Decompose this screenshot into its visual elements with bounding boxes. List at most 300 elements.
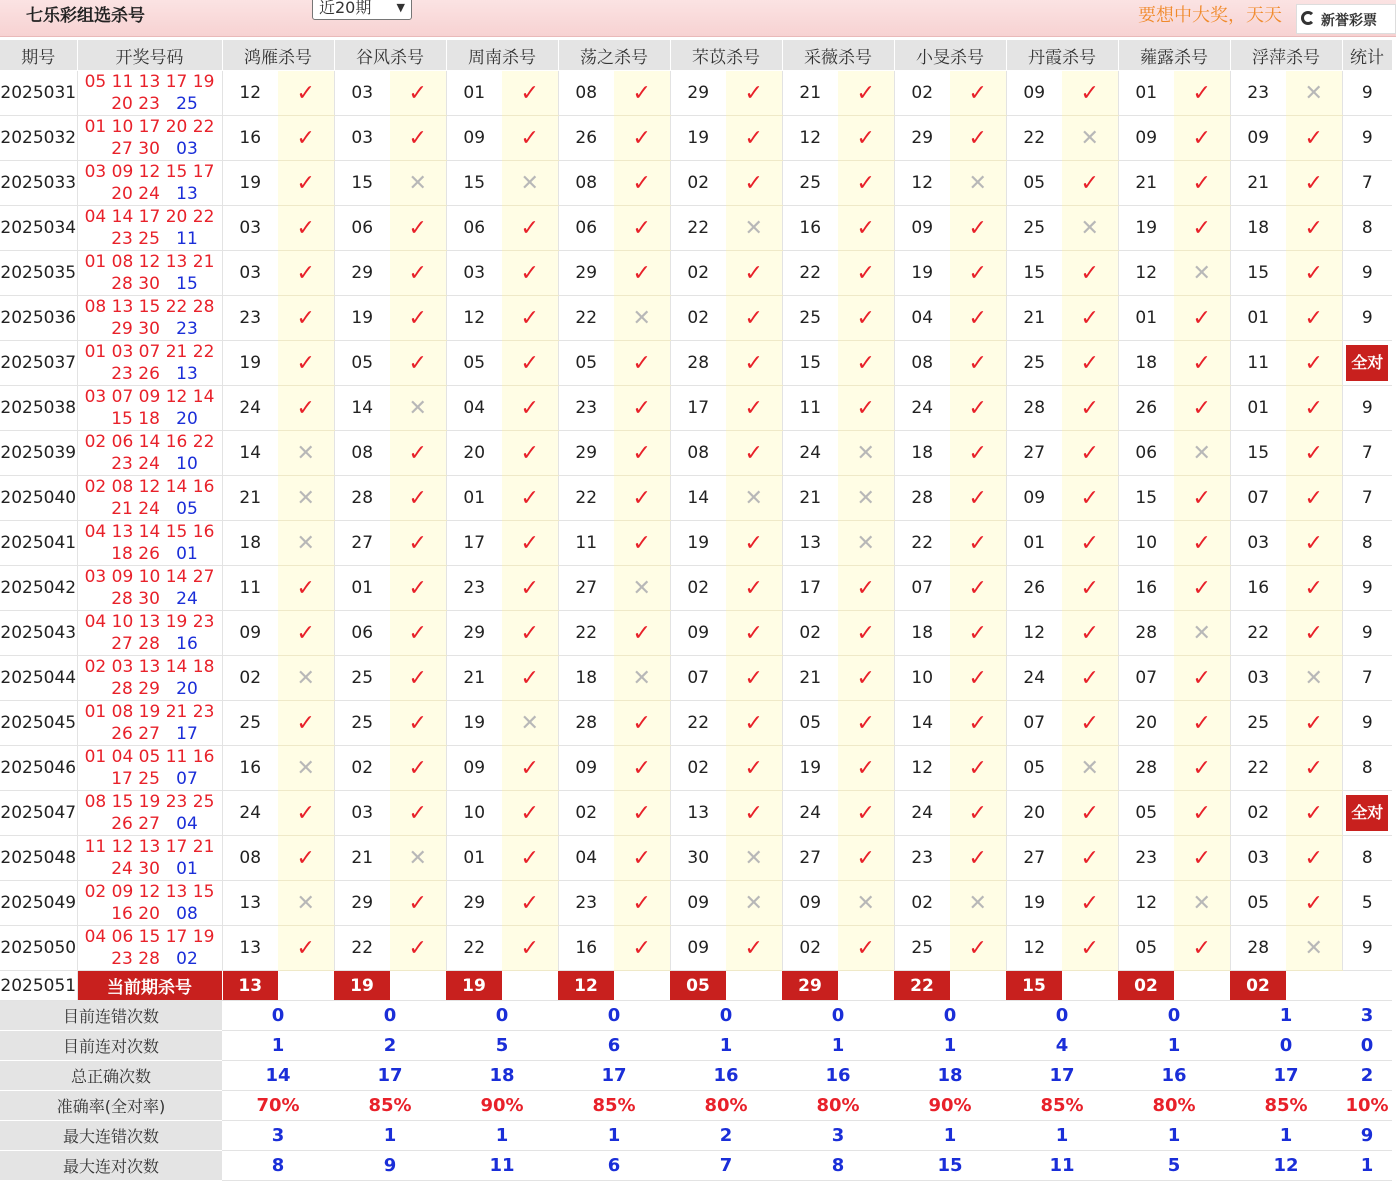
- kill-number: 07: [894, 566, 950, 611]
- slogan-text: 要想中大奖，天天: [1138, 5, 1282, 26]
- current-kill-label: 当前期杀号: [77, 971, 222, 1001]
- kill-number: 02: [670, 296, 726, 341]
- check-icon: ✓: [296, 170, 315, 196]
- kill-number: 19: [222, 161, 278, 206]
- summary-value: 17: [1230, 1061, 1342, 1091]
- check-icon: ✓: [408, 350, 427, 376]
- cross-icon: ✕: [856, 485, 875, 511]
- check-icon: ✓: [856, 215, 875, 241]
- result-mark-cell: [390, 251, 446, 296]
- cross-icon: ✕: [1192, 890, 1211, 916]
- kill-number: 19: [222, 341, 278, 386]
- result-mark-cell: [278, 926, 334, 971]
- check-icon: ✓: [520, 800, 539, 826]
- result-mark-cell: [502, 521, 558, 566]
- kill-number: 02: [782, 611, 838, 656]
- column-header-expert[interactable]: 荡之杀号: [558, 40, 670, 71]
- check-icon: ✓: [296, 800, 315, 826]
- row-stat: 9: [1342, 116, 1392, 161]
- result-mark-cell: [950, 71, 1006, 116]
- check-icon: ✓: [1304, 215, 1323, 241]
- summary-stat: 3: [1342, 1001, 1392, 1031]
- result-mark-cell: [1062, 746, 1118, 791]
- result-mark-cell: [278, 656, 334, 701]
- kill-number: 16: [1118, 566, 1174, 611]
- column-header-expert[interactable]: 蕹露杀号: [1118, 40, 1230, 71]
- row-stat: 7: [1342, 476, 1392, 521]
- result-mark-cell: [502, 206, 558, 251]
- check-icon: ✓: [744, 395, 763, 421]
- kill-number: 03: [1230, 656, 1286, 701]
- current-kill-spacer: [950, 971, 1006, 1001]
- kill-number: 21: [1230, 161, 1286, 206]
- check-icon: ✓: [408, 305, 427, 331]
- draw-special-number: 13: [176, 184, 198, 204]
- result-mark-cell: [278, 746, 334, 791]
- check-icon: ✓: [744, 530, 763, 556]
- result-mark-cell: [838, 476, 894, 521]
- column-header-expert[interactable]: 采薇杀号: [782, 40, 894, 71]
- kill-number: 12: [222, 71, 278, 116]
- check-icon: ✓: [520, 845, 539, 871]
- draw-numbers: [77, 656, 222, 701]
- current-kill-spacer: [502, 971, 558, 1001]
- result-mark-cell: [390, 521, 446, 566]
- column-header-expert[interactable]: 谷风杀号: [334, 40, 446, 71]
- check-icon: ✓: [1080, 530, 1099, 556]
- check-icon: ✓: [968, 620, 987, 646]
- draw-main-line2: 23 24: [111, 454, 160, 474]
- kill-number: 25: [334, 656, 390, 701]
- check-icon: ✓: [408, 215, 427, 241]
- check-icon: ✓: [1192, 800, 1211, 826]
- check-icon: ✓: [408, 890, 427, 916]
- check-icon: ✓: [632, 170, 651, 196]
- kill-number: 15: [1118, 476, 1174, 521]
- kill-number: 27: [558, 566, 614, 611]
- summary-value: 7: [670, 1151, 782, 1181]
- row-stat: 7: [1342, 431, 1392, 476]
- column-header-expert[interactable]: 周南杀号: [446, 40, 558, 71]
- kill-number: 04: [446, 386, 502, 431]
- kill-number: 06: [334, 206, 390, 251]
- summary-row: [0, 1121, 1392, 1151]
- check-icon: ✓: [632, 800, 651, 826]
- result-mark-cell: [950, 206, 1006, 251]
- kill-number: 18: [894, 611, 950, 656]
- result-mark-cell: [614, 386, 670, 431]
- table-row: [0, 386, 1392, 431]
- cross-icon: ✕: [1304, 80, 1323, 106]
- kill-number: 12: [446, 296, 502, 341]
- issue-number: 2025043: [0, 611, 77, 656]
- kill-number: 18: [1230, 206, 1286, 251]
- draw-special-number: 03: [176, 139, 198, 159]
- check-icon: ✓: [296, 125, 315, 151]
- check-icon: ✓: [856, 935, 875, 961]
- kill-number: 21: [782, 71, 838, 116]
- check-icon: ✓: [744, 170, 763, 196]
- summary-row: [0, 1031, 1392, 1061]
- draw-main-line1: 02 09 12 13 15: [84, 882, 215, 902]
- kill-number: 08: [334, 431, 390, 476]
- result-mark-cell: [838, 521, 894, 566]
- cross-icon: ✕: [520, 710, 539, 736]
- summary-value: 5: [446, 1031, 558, 1061]
- kill-number: 18: [1118, 341, 1174, 386]
- draw-line2: [78, 813, 222, 835]
- result-mark-cell: [726, 386, 782, 431]
- summary-value: 6: [558, 1031, 670, 1061]
- period-range-select[interactable]: [312, 0, 412, 20]
- kill-number: 24: [1006, 656, 1062, 701]
- cross-icon: ✕: [632, 665, 651, 691]
- check-icon: ✓: [1304, 755, 1323, 781]
- current-kill-number: 19: [334, 971, 390, 1001]
- kill-number: 05: [1118, 791, 1174, 836]
- check-icon: ✓: [408, 800, 427, 826]
- check-icon: ✓: [856, 80, 875, 106]
- draw-line2: [78, 768, 222, 790]
- result-mark-cell: [278, 296, 334, 341]
- kill-number: 17: [446, 521, 502, 566]
- kill-number: 28: [1118, 746, 1174, 791]
- check-icon: ✓: [968, 440, 987, 466]
- draw-main-line2: 15 18: [111, 409, 160, 429]
- check-icon: ✓: [520, 260, 539, 286]
- draw-main-line2: 26 27: [111, 724, 160, 744]
- result-mark-cell: [502, 566, 558, 611]
- cross-icon: ✕: [296, 665, 315, 691]
- issue-number: 2025034: [0, 206, 77, 251]
- check-icon: ✓: [520, 665, 539, 691]
- kill-number: 26: [558, 116, 614, 161]
- check-icon: ✓: [856, 395, 875, 421]
- result-mark-cell: [1062, 431, 1118, 476]
- kill-number: 25: [782, 296, 838, 341]
- draw-special-number: 17: [176, 724, 198, 744]
- summary-value: 4: [1006, 1031, 1118, 1061]
- cross-icon: ✕: [632, 575, 651, 601]
- result-mark-cell: [1286, 521, 1342, 566]
- draw-main-line2: 17 25: [111, 769, 160, 789]
- draw-special-number: 25: [176, 94, 198, 114]
- summary-label: 总正确次数: [0, 1061, 222, 1091]
- kill-number: 19: [670, 116, 726, 161]
- column-header-issue: 期号: [0, 40, 77, 71]
- result-mark-cell: [278, 566, 334, 611]
- cross-icon: ✕: [1304, 665, 1323, 691]
- draw-special-number: 11: [176, 229, 198, 249]
- check-icon: ✓: [1080, 935, 1099, 961]
- result-mark-cell: [502, 881, 558, 926]
- kill-number: 12: [894, 746, 950, 791]
- result-mark-cell: [1062, 611, 1118, 656]
- check-icon: ✓: [1080, 890, 1099, 916]
- kill-number: 19: [894, 251, 950, 296]
- column-header-expert[interactable]: 芣苡杀号: [670, 40, 782, 71]
- kill-number: 01: [1118, 71, 1174, 116]
- check-icon: ✓: [632, 710, 651, 736]
- cross-icon: ✕: [1080, 755, 1099, 781]
- result-mark-cell: [502, 161, 558, 206]
- kill-number: 09: [1230, 116, 1286, 161]
- summary-value: 6: [558, 1151, 670, 1181]
- draw-line2: [78, 408, 222, 430]
- kill-number: 14: [334, 386, 390, 431]
- check-icon: ✓: [968, 350, 987, 376]
- kill-number: 13: [670, 791, 726, 836]
- cross-icon: ✕: [1304, 935, 1323, 961]
- check-icon: ✓: [1304, 395, 1323, 421]
- logo-icon: [1301, 11, 1315, 25]
- draw-main-line1: 03 09 10 14 27: [84, 567, 215, 587]
- check-icon: ✓: [744, 305, 763, 331]
- result-mark-cell: [1174, 116, 1230, 161]
- draw-main-line1: 04 06 15 17 19: [84, 927, 215, 947]
- table-row: [0, 431, 1392, 476]
- kill-number: 24: [782, 431, 838, 476]
- check-icon: ✓: [632, 845, 651, 871]
- row-stat: 7: [1342, 161, 1392, 206]
- check-icon: ✓: [744, 800, 763, 826]
- summary-value: 1: [670, 1031, 782, 1061]
- summary-value: 70%: [222, 1091, 334, 1121]
- kill-number: 21: [334, 836, 390, 881]
- kill-number: 06: [1118, 431, 1174, 476]
- draw-main-line2: 24 30: [111, 859, 160, 879]
- kill-number: 13: [782, 521, 838, 566]
- kill-number: 27: [782, 836, 838, 881]
- result-mark-cell: [614, 611, 670, 656]
- brand-logo[interactable]: [1296, 4, 1396, 34]
- summary-value: 0: [670, 1001, 782, 1031]
- draw-line2: [78, 453, 222, 475]
- row-stat: 8: [1342, 206, 1392, 251]
- kill-number: 22: [558, 296, 614, 341]
- summary-value: 90%: [894, 1091, 1006, 1121]
- draw-special-number: 08: [176, 904, 198, 924]
- draw-main-line1: 01 03 07 21 22: [84, 342, 215, 362]
- summary-value: 16: [1118, 1061, 1230, 1091]
- check-icon: ✓: [968, 305, 987, 331]
- result-mark-cell: [950, 611, 1006, 656]
- summary-value: 1: [782, 1031, 894, 1061]
- result-mark-cell: [390, 791, 446, 836]
- kill-number: 25: [334, 701, 390, 746]
- kill-number: 06: [446, 206, 502, 251]
- kill-number: 20: [446, 431, 502, 476]
- draw-main-line2: 26 27: [111, 814, 160, 834]
- current-kill-number: 02: [1118, 971, 1174, 1001]
- issue-number: 2025037: [0, 341, 77, 386]
- kill-number: 28: [894, 476, 950, 521]
- result-mark-cell: [278, 341, 334, 386]
- summary-value: 18: [894, 1061, 1006, 1091]
- row-stat: 9: [1342, 701, 1392, 746]
- result-mark-cell: [950, 386, 1006, 431]
- check-icon: ✓: [744, 440, 763, 466]
- cross-icon: ✕: [744, 845, 763, 871]
- check-icon: ✓: [520, 485, 539, 511]
- check-icon: ✓: [1304, 710, 1323, 736]
- summary-value: 11: [1006, 1151, 1118, 1181]
- kill-number: 28: [1118, 611, 1174, 656]
- kill-number: 03: [1230, 521, 1286, 566]
- result-mark-cell: [614, 431, 670, 476]
- issue-number: 2025031: [0, 71, 77, 116]
- draw-special-number: 20: [176, 679, 198, 699]
- kill-number: 11: [782, 386, 838, 431]
- summary-value: 15: [894, 1151, 1006, 1181]
- summary-value: 80%: [782, 1091, 894, 1121]
- summary-value: 1: [1230, 1121, 1342, 1151]
- kill-number: 23: [1230, 71, 1286, 116]
- page-title: 七乐彩组选杀号: [26, 6, 145, 26]
- draw-main-line1: 08 15 19 23 25: [84, 792, 215, 812]
- check-icon: ✓: [1304, 485, 1323, 511]
- draw-numbers: [77, 296, 222, 341]
- summary-value: 1: [334, 1121, 446, 1151]
- check-icon: ✓: [1080, 305, 1099, 331]
- table-row: [0, 251, 1392, 296]
- kill-number: 29: [334, 251, 390, 296]
- kill-number: 08: [894, 341, 950, 386]
- summary-value: 1: [1118, 1031, 1230, 1061]
- kill-number: 12: [782, 116, 838, 161]
- draw-special-number: 20: [176, 409, 198, 429]
- check-icon: ✓: [296, 260, 315, 286]
- result-mark-cell: [1062, 251, 1118, 296]
- kill-number: 19: [1118, 206, 1174, 251]
- result-mark-cell: [614, 521, 670, 566]
- summary-stat: 2: [1342, 1061, 1392, 1091]
- result-mark-cell: [726, 746, 782, 791]
- draw-special-number: 23: [176, 319, 198, 339]
- result-mark-cell: [278, 701, 334, 746]
- result-mark-cell: [614, 116, 670, 161]
- summary-value: 3: [222, 1121, 334, 1151]
- result-mark-cell: [1062, 881, 1118, 926]
- summary-value: 9: [334, 1151, 446, 1181]
- result-mark-cell: [1174, 521, 1230, 566]
- check-icon: ✓: [1304, 620, 1323, 646]
- issue-number: 2025046: [0, 746, 77, 791]
- kill-number: 19: [334, 296, 390, 341]
- cross-icon: ✕: [856, 440, 875, 466]
- draw-main-line1: 08 13 15 22 28: [84, 297, 215, 317]
- check-icon: ✓: [968, 935, 987, 961]
- kill-number: 03: [446, 251, 502, 296]
- result-mark-cell: [278, 836, 334, 881]
- kill-number: 24: [894, 386, 950, 431]
- result-mark-cell: [502, 836, 558, 881]
- cross-icon: ✕: [408, 845, 427, 871]
- issue-number: 2025032: [0, 116, 77, 161]
- cross-icon: ✕: [296, 755, 315, 781]
- result-mark-cell: [1286, 161, 1342, 206]
- kill-number: 28: [1006, 386, 1062, 431]
- result-mark-cell: [1062, 656, 1118, 701]
- check-icon: ✓: [296, 350, 315, 376]
- issue-number: 2025033: [0, 161, 77, 206]
- current-kill-spacer: [1062, 971, 1118, 1001]
- summary-value: 1: [1006, 1121, 1118, 1151]
- check-icon: ✓: [1304, 890, 1323, 916]
- kill-number: 01: [1006, 521, 1062, 566]
- kill-number: 23: [894, 836, 950, 881]
- draw-numbers: [77, 611, 222, 656]
- kill-number: 23: [558, 386, 614, 431]
- draw-special-number: 13: [176, 364, 198, 384]
- cross-icon: ✕: [408, 395, 427, 421]
- kill-number: 23: [558, 881, 614, 926]
- check-icon: ✓: [968, 710, 987, 736]
- result-mark-cell: [950, 341, 1006, 386]
- result-mark-cell: [390, 746, 446, 791]
- column-header-expert[interactable]: 小旻杀号: [894, 40, 1006, 71]
- summary-value: 90%: [446, 1091, 558, 1121]
- result-mark-cell: [838, 161, 894, 206]
- summary-value: 1: [1230, 1001, 1342, 1031]
- draw-line2: [78, 588, 222, 610]
- result-mark-cell: [838, 791, 894, 836]
- kill-number: 01: [1118, 296, 1174, 341]
- cross-icon: ✕: [856, 890, 875, 916]
- result-mark-cell: [1286, 926, 1342, 971]
- kill-number: 09: [1118, 116, 1174, 161]
- draw-main-line1: 04 13 14 15 16: [84, 522, 215, 542]
- kill-number: 22: [894, 521, 950, 566]
- top-bar: [0, 0, 1396, 37]
- check-icon: ✓: [1192, 845, 1211, 871]
- column-header-expert[interactable]: 丹霞杀号: [1006, 40, 1118, 71]
- check-icon: ✓: [1304, 350, 1323, 376]
- draw-line2: [78, 633, 222, 655]
- kill-number: 02: [894, 881, 950, 926]
- check-icon: ✓: [408, 935, 427, 961]
- current-kill-number: 15: [1006, 971, 1062, 1001]
- check-icon: ✓: [856, 800, 875, 826]
- column-header-expert[interactable]: 鸿雁杀号: [222, 40, 334, 71]
- row-stat: 9: [1342, 926, 1392, 971]
- summary-label: 目前连错次数: [0, 1001, 222, 1031]
- check-icon: ✓: [408, 755, 427, 781]
- result-mark-cell: [502, 746, 558, 791]
- draw-line2: [78, 858, 222, 880]
- kill-number: 09: [446, 746, 502, 791]
- kill-number: 17: [782, 566, 838, 611]
- draw-main-line2: 28 30: [111, 274, 160, 294]
- check-icon: ✓: [856, 665, 875, 691]
- current-kill-spacer: [278, 971, 334, 1001]
- check-icon: ✓: [1192, 485, 1211, 511]
- check-icon: ✓: [968, 260, 987, 286]
- table-row: [0, 836, 1392, 881]
- column-header-expert[interactable]: 浮萍杀号: [1230, 40, 1342, 71]
- check-icon: ✓: [856, 575, 875, 601]
- kill-number: 10: [446, 791, 502, 836]
- check-icon: ✓: [1304, 260, 1323, 286]
- kill-number: 15: [1230, 431, 1286, 476]
- result-mark-cell: [1062, 116, 1118, 161]
- check-icon: ✓: [1080, 665, 1099, 691]
- table-row: [0, 656, 1392, 701]
- result-mark-cell: [278, 206, 334, 251]
- result-mark-cell: [390, 71, 446, 116]
- check-icon: ✓: [408, 575, 427, 601]
- summary-value: 3: [782, 1121, 894, 1151]
